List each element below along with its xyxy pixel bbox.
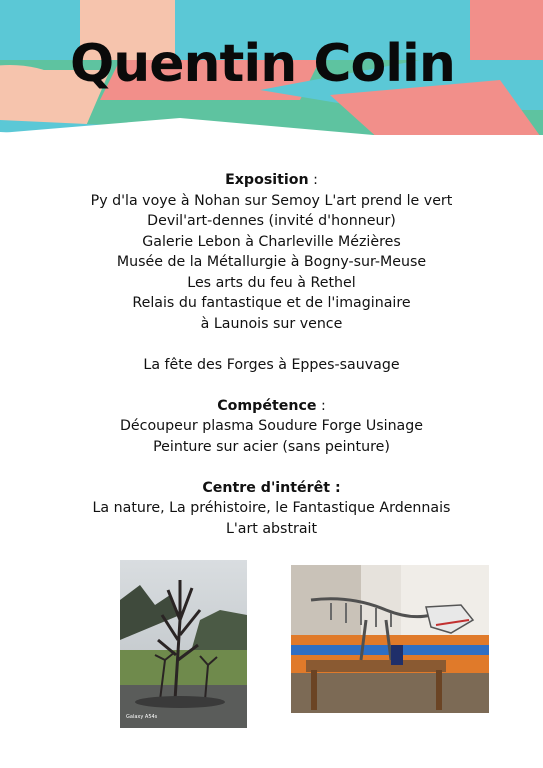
interets-line: La nature, La préhistoire, le Fantastique Ardennais — [92, 500, 451, 516]
competence-heading: Compétence : — [217, 397, 326, 414]
interets-line: L'art abstrait — [225, 520, 318, 537]
exposition-heading: Exposition : — [225, 172, 318, 188]
exposition-line: à Launois sur vence — [200, 315, 343, 332]
sculpture-photo — [120, 560, 247, 728]
exposition-line: Les arts du feu à Rethel — [187, 274, 356, 291]
page-title: Quentin Colin — [70, 34, 455, 94]
interets-heading: Centre d'intérêt : — [202, 479, 341, 496]
bio-content — [0, 170, 543, 539]
exposition-line: Relais du fantastique et de l'imaginaire — [132, 295, 411, 311]
exposition-line: Galerie Lebon à Charleville Mézières — [142, 233, 401, 250]
competence-line: Peinture sur acier (sans peinture) — [153, 438, 390, 455]
photo-caption: Galaxy A54s — [126, 714, 158, 720]
dinosaur-photo — [291, 565, 489, 713]
exposition-line: Devil'art-dennes (invité d'honneur) — [147, 213, 396, 229]
exposition-line: Py d'la voye à Nohan sur Semoy L'art prend le vert — [90, 192, 453, 209]
exposition-line: La fête des Forges à Eppes-sauvage — [143, 356, 400, 373]
exposition-line: Musée de la Métallurgie à Bogny-sur-Meuse — [116, 254, 427, 270]
competence-line: Découpeur plasma Soudure Forge Usinage — [120, 418, 423, 434]
